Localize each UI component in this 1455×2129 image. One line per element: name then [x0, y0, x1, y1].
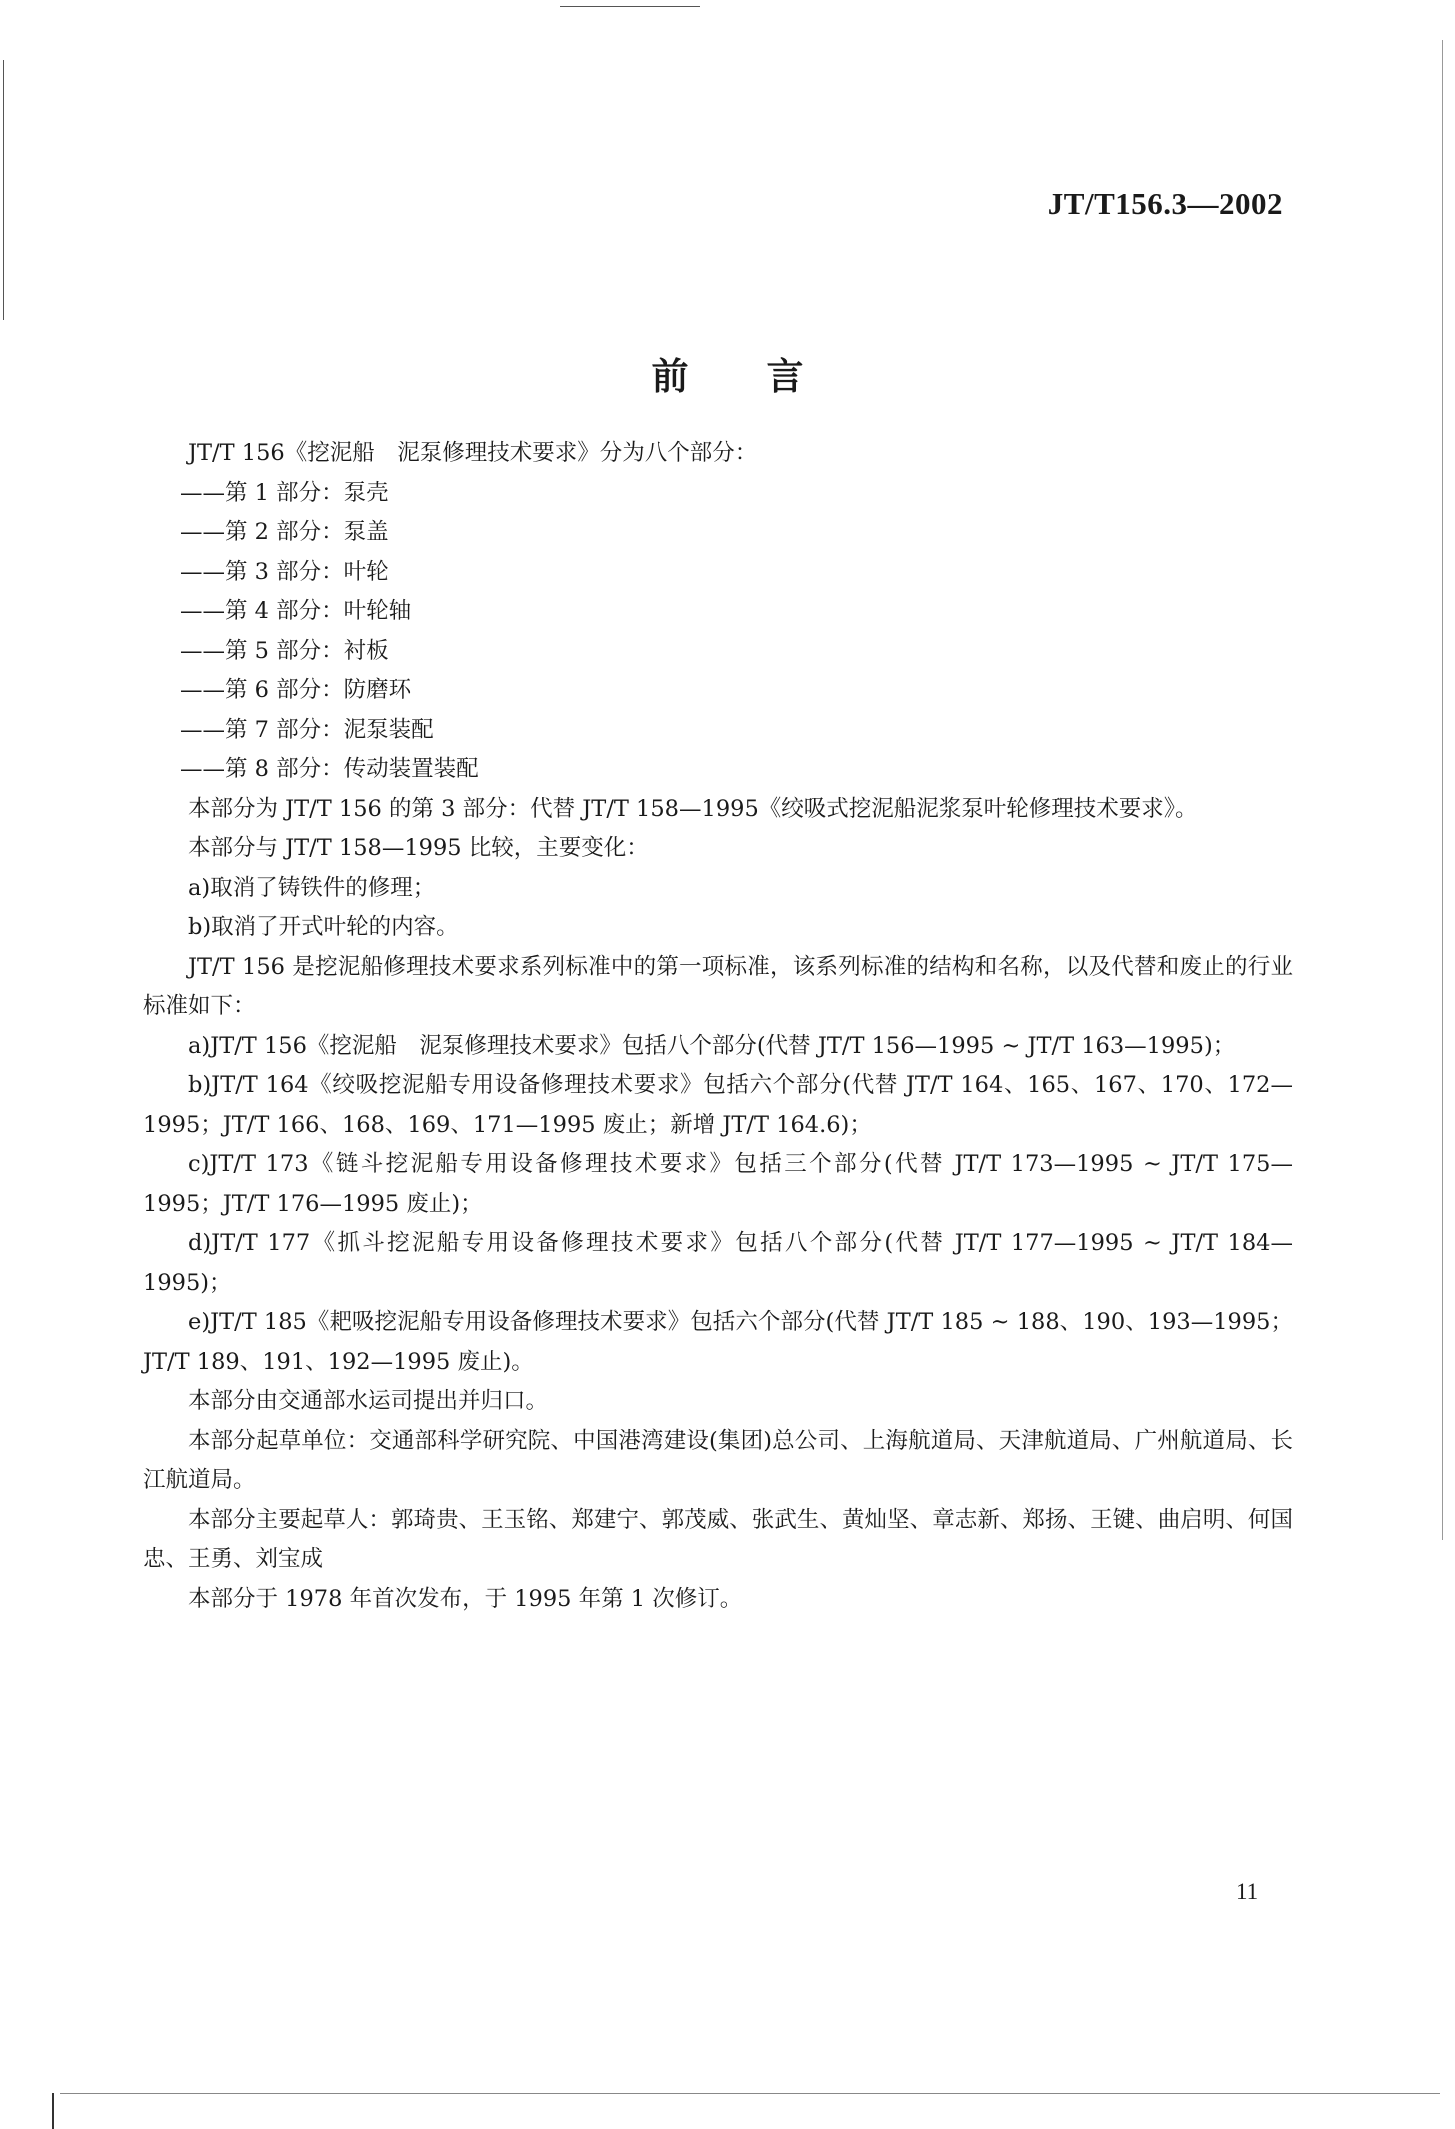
paragraph: b)取消了开式叶轮的内容。: [188, 914, 459, 940]
list-item: ——第 4 部分：叶轮轴: [180, 598, 412, 624]
page-number: 11: [1236, 1879, 1259, 1904]
list-item: ——第 5 部分：衬板: [180, 637, 389, 664]
scan-edge-bottom-tick: [52, 2093, 54, 2129]
paragraph: d)JT/T 177《抓斗挖泥船专用设备修理技术要求》包括八个部分(代替 JT/T 177—1995 ~ JT/T 184—1995)；: [143, 1230, 1293, 1296]
paragraph: JT/T 156《挖泥船 泥泵修理技术要求》分为八个部分：: [188, 440, 758, 466]
list-item: ——第 1 部分：泵壳: [180, 479, 389, 506]
scan-edge-left: [3, 60, 4, 320]
list-item: ——第 8 部分：传动装置装配: [180, 756, 479, 782]
page-title: 前言: [651, 354, 882, 398]
paragraph: a)JT/T 156《挖泥船 泥泵修理技术要求》包括八个部分(代替 JT/T 156—1995 ~ JT/T 163—1995)；: [188, 1032, 1236, 1059]
list-item: ——第 7 部分：泥泵装配: [180, 716, 434, 743]
paragraph: b)JT/T 164《绞吸挖泥船专用设备修理技术要求》包括六个部分(代替 JT/T 164、165、167、170、172—1995；JT/T 166、168、169、171—1995 废止；新增 JT/T 164.6)；: [143, 1072, 1293, 1138]
paragraph: 本部分主要起草人：郭琦贵、王玉铭、郑建宁、郭茂威、张武生、黄灿坚、章志新、郑扬、王键、曲启明、何国忠、王勇、刘宝成: [143, 1506, 1293, 1572]
paragraph: e)JT/T 185《耙吸挖泥船专用设备修理技术要求》包括六个部分(代替 JT/T 185 ~ 188、190、193—1995；JT/T 189、191、192—1995 废止)。: [143, 1309, 1293, 1375]
paragraph: 本部分为 JT/T 156 的第 3 部分：代替 JT/T 158—1995《绞吸式挖泥船泥浆泵叶轮修理技术要求》。: [188, 795, 1198, 822]
list-item: ——第 6 部分：防磨环: [180, 677, 412, 703]
standard-code: JT/T156.3—2002: [1047, 186, 1283, 221]
scan-edge-bottom: [60, 2093, 1440, 2094]
list-item: ——第 3 部分：叶轮: [180, 558, 389, 585]
paragraph: 本部分起草单位：交通部科学研究院、中国港湾建设(集团)总公司、上海航道局、天津航道局、广州航道局、长江航道局。: [143, 1427, 1293, 1493]
scan-edge-right: [1442, 40, 1443, 1540]
paragraph: JT/T 156 是挖泥船修理技术要求系列标准中的第一项标准，该系列标准的结构和名称，以及代替和废止的行业标准如下：: [143, 953, 1293, 1019]
list-item: ——第 2 部分：泵盖: [180, 519, 389, 545]
paragraph: c)JT/T 173《链斗挖泥船专用设备修理技术要求》包括三个部分(代替 JT/T 173—1995 ~ JT/T 175—1995；JT/T 176—1995 废止)；: [143, 1151, 1293, 1217]
paragraph: a)取消了铸铁件的修理；: [188, 874, 436, 901]
document-body: [143, 434, 1293, 1619]
paragraph: 本部分与 JT/T 158—1995 比较，主要变化：: [188, 835, 649, 861]
scan-edge-top: [560, 6, 700, 7]
paragraph: 本部分由交通部水运司提出并归口。: [188, 1388, 549, 1414]
paragraph: 本部分于 1978 年首次发布，于 1995 年第 1 次修订。: [188, 1585, 743, 1612]
